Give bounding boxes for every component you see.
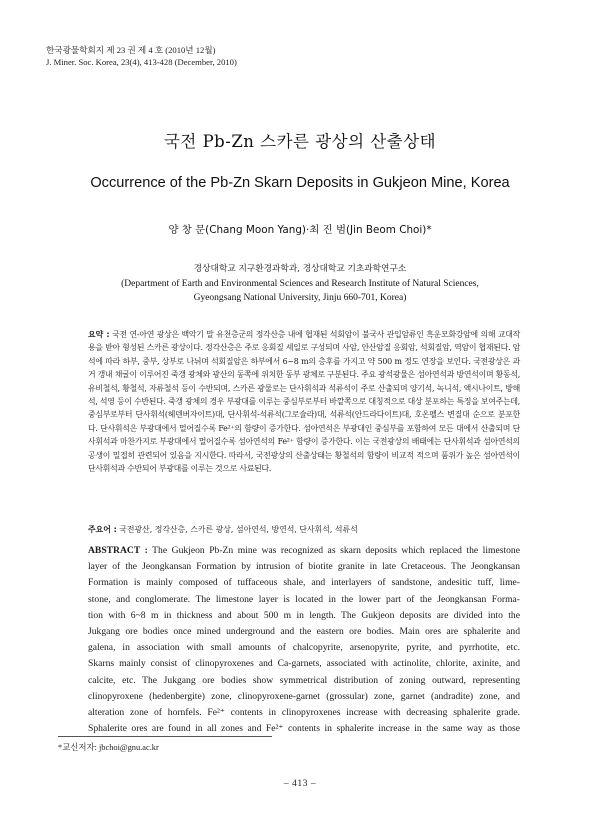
abstract-english-line: Sphalerite ores are found in all zones and Fe²⁺ contents in sphalerite increase in the same way as those xyxy=(88,723,520,735)
page-number: – 413 – xyxy=(283,778,317,789)
affiliation-english-line-2: Gyeongsang National University, Jinju 660-701, Korea) xyxy=(193,293,407,303)
journal-line-ko: 한국광물학회지 제 23 권 제 4 호 (2010년 12월) xyxy=(46,45,216,55)
abstract-english-line: tion with 6~8 m in thickness and about 500 m in length. The Gukjeon deposits are divided into the xyxy=(88,609,520,621)
affiliation-korean: 경상대학교 지구환경과학과, 경상대학교 기초과학연구소 xyxy=(193,264,407,274)
abstract-english-line: Skarns mainly consist of clinopyroxenes and Ca-garnets, associated with actinolite, chlorite, axinite, and xyxy=(88,658,520,670)
abstract-english-line: galena, in association with small amounts of chalcopyrite, arsenopyrite, pyrite, and pyrrhotite, etc. xyxy=(88,642,520,654)
keywords-korean-text: 국전광산, 정각산층, 스카른 광상, 섬아연석, 방연석, 단사휘석, 석류석 xyxy=(119,525,358,534)
affiliation-english-line-1: (Department of Earth and Environmental Sciences and Research Institute of Natural Sciences, xyxy=(121,278,479,289)
title-korean: 국전 Pb-Zn 스카른 광상의 산출상태 xyxy=(163,132,437,151)
authors: 양 창 문(Chang Moon Yang)·최 진 범(Jin Beom Choi)* xyxy=(168,224,432,236)
abstract-korean-text: 국전 연-아연 광상은 백악기 말 유천층군의 정각산층 내에 협재된 석회암이 불국사 관입암류인 흑운모화강암에 의해 교대작용을 받아 형성된 스카른 광상이다. 정각산층은 주로 응회질 셰일로 구성되며 사암, 안산암질 응회암, 석회질암, 역암이 협재된다. 암석에 따라 하부, 중부, 상부로 나뉘며 석회질암은 하부에서 6~8 m의 층후를 가지고 약 500 m 정도 연장을 보인다. 국전광상은 과거 갱내 채굴이 이루어진 죽갱 광체와 광산의 동쪽에 위치한 동부 광체로 구분된다. 주요 광석광물은 섬아연석과 방연석이며 황동석, 유비철석, 황철석, 자류철석 등이 수반되며, 스카른 광물로는 단사휘석과 석류석이 주로 산출되며 양기석, 녹니석, 액시나이트, 방해석, 석영 등이 수반된다. 죽갱 광체의 경우 부광대를 이루는 중심부로부터 바깥쪽으로 대칭적으로 대상 분포하는 특징을 보여주는데, 중심부로부터 단사휘석(헤덴버자이트)대, 단사휘석-석류석(그로슐라)대, 석류석(안드라다이트)대, 호온펠스 변질대 순으로 분포한다. 단사휘석은 부광대에서 멀어질수록 Fe²⁺의 함량이 증가한다. 섬아연석은 부광대인 중심부를 포함하여 모든 대에서 산출되며 단사휘석과 마찬가지로 부광대에서 멀어질수록 섬아연석의 Fe²⁺ 함량이 증가한다. 이는 국전광상의 배태에는 단사휘석과 섬아연석의 공생이 밀접히 관련되어 있음을 지시한다. 따라서, 국전광상의 산출상태는 황철석의 함량이 비교적 적으며 품위가 높은 섬아연석이 단사휘석과 수반되어 부광대를 이루는 것으로 사료된다. xyxy=(88,330,521,474)
affiliation xyxy=(0,262,600,306)
title-english: Occurrence of the Pb-Zn Skarn Deposits in Gukjeon Mine, Korea xyxy=(90,175,510,191)
abstract-english-line: clinopyroxene (hedenbergite) zone, clinopyroxene-garnet (grossular) zone, garnet (andradite) zone, and xyxy=(88,690,520,702)
abstract-english-line: Jukgang ore bodies once mined underground and the eastern ore bodies. Main ores are sphalerite and xyxy=(88,626,520,638)
abstract-korean-label: 요약 : xyxy=(88,330,110,339)
abstract-english-line-text: The Gukjeon Pb-Zn mine was recognized as skarn deposits which replaced the limestone xyxy=(147,545,520,556)
footnote-corresponding-author: *교신저자: jbchoi@gnu.ac.kr xyxy=(58,743,159,752)
journal-line-en: J. Miner. Soc. Korea, 23(4), 413-428 (December, 2010) xyxy=(46,57,237,67)
abstract-english xyxy=(88,543,520,737)
abstract-korean xyxy=(88,328,520,475)
keywords-korean-label: 주요어 : xyxy=(88,525,117,534)
abstract-english-label: ABSTRACT : xyxy=(88,545,148,556)
footnote-divider xyxy=(58,736,272,737)
abstract-english-line: alteration zone of hornfels. Fe²⁺ contents in clinopyroxenes increase with decreasing sphalerite grade. xyxy=(88,707,520,719)
abstract-english-line: stone, and conglomerate. The limestone layer is located in the lower part of the Jeongkansan Forma- xyxy=(88,593,520,605)
journal-header xyxy=(46,44,237,68)
abstract-english-line: calcite, etc. The Jukgang ore bodies show symmetrical distribution of zoning outward, representing xyxy=(88,674,520,686)
abstract-english-line: layer of the Jeongkansan Formation by intrusion of biotite granite in late Cretaceous. The Jeongkansan xyxy=(88,561,520,573)
keywords-korean xyxy=(88,524,528,535)
abstract-english-line: Formation is mainly composed of tuffaceous shale, and interlayers of sandstone, andesitic tuff, lime- xyxy=(88,577,520,589)
abstract-english-line xyxy=(88,543,520,559)
